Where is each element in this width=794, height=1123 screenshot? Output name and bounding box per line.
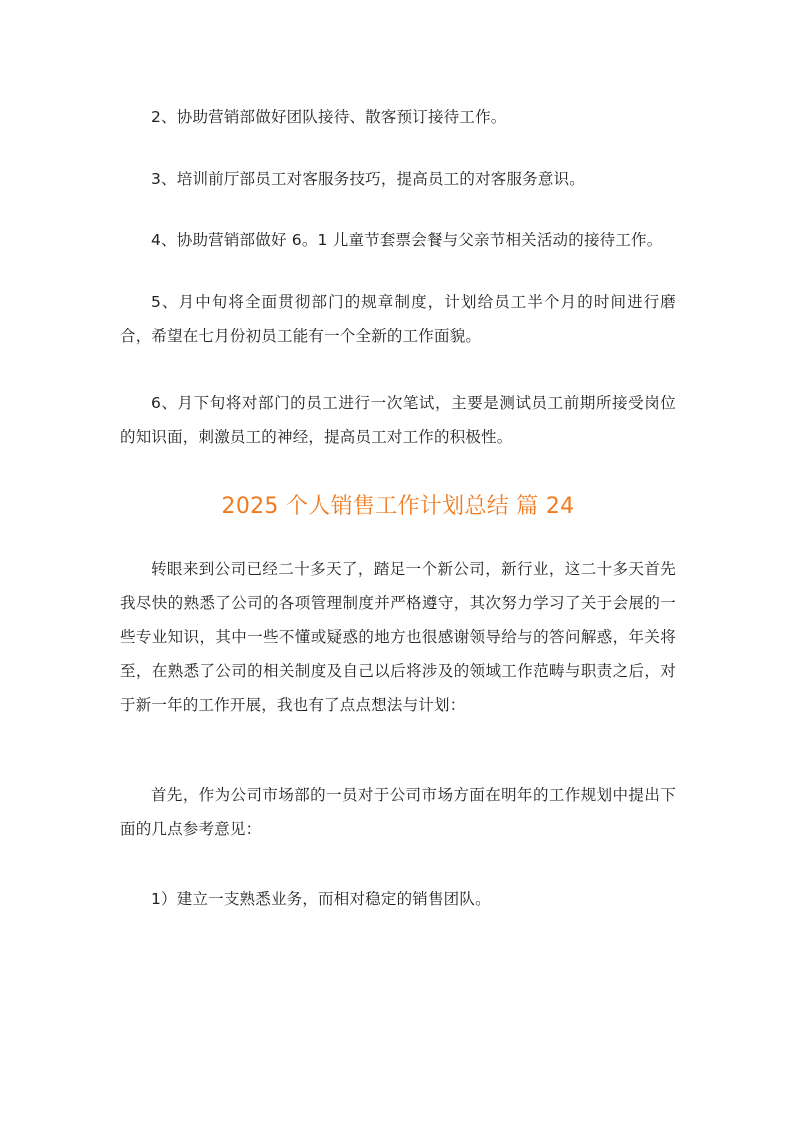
paragraph-item-2: 2、协助营销部做好团队接待、散客预订接待工作。 (151, 108, 507, 126)
paragraph-item-6: 6、月下旬将对部门的员工进行一次笔试，主要是测试员工前期所接受岗位的知识面，刺激员工的神经，提高员工对工作的积极性。 (120, 394, 676, 446)
paragraph-first: 首先，作为公司市场部的一员对于公司市场方面在明年的工作规划中提出下面的几点参考意见： (120, 786, 676, 838)
paragraph-item-3: 3、培训前厅部员工对客服务技巧，提高员工的对客服务意识。 (151, 170, 585, 188)
paragraph-intro: 转眼来到公司已经二十多天了，踏足一个新公司，新行业，这二十多天首先我尽快的熟悉了公司的各项管理制度并严格遵守，其次努力学习了关于会展的一些专业知识，其中一些不懂或疑惑的地方也很感谢领导给与的答问解惑，年关将至，在熟悉了公司的相关制度及自己以后将涉及的领域工作范畴与职责之后，对于新一年的工作开展，我也有了点点想法与计划： (120, 560, 676, 714)
section-heading: 2025 个人销售工作计划总结 篇 24 (221, 494, 575, 519)
paragraph-item-5: 5、月中旬将全面贯彻部门的规章制度，计划给员工半个月的时间进行磨合，希望在七月份初员工能有一个全新的工作面貌。 (120, 293, 676, 345)
paragraph-list-item-1: 1）建立一支熟悉业务，而相对稳定的销售团队。 (151, 890, 491, 908)
paragraph-item-4: 4、协助营销部做好 6。1 儿童节套票会餐与父亲节相关活动的接待工作。 (151, 231, 663, 249)
